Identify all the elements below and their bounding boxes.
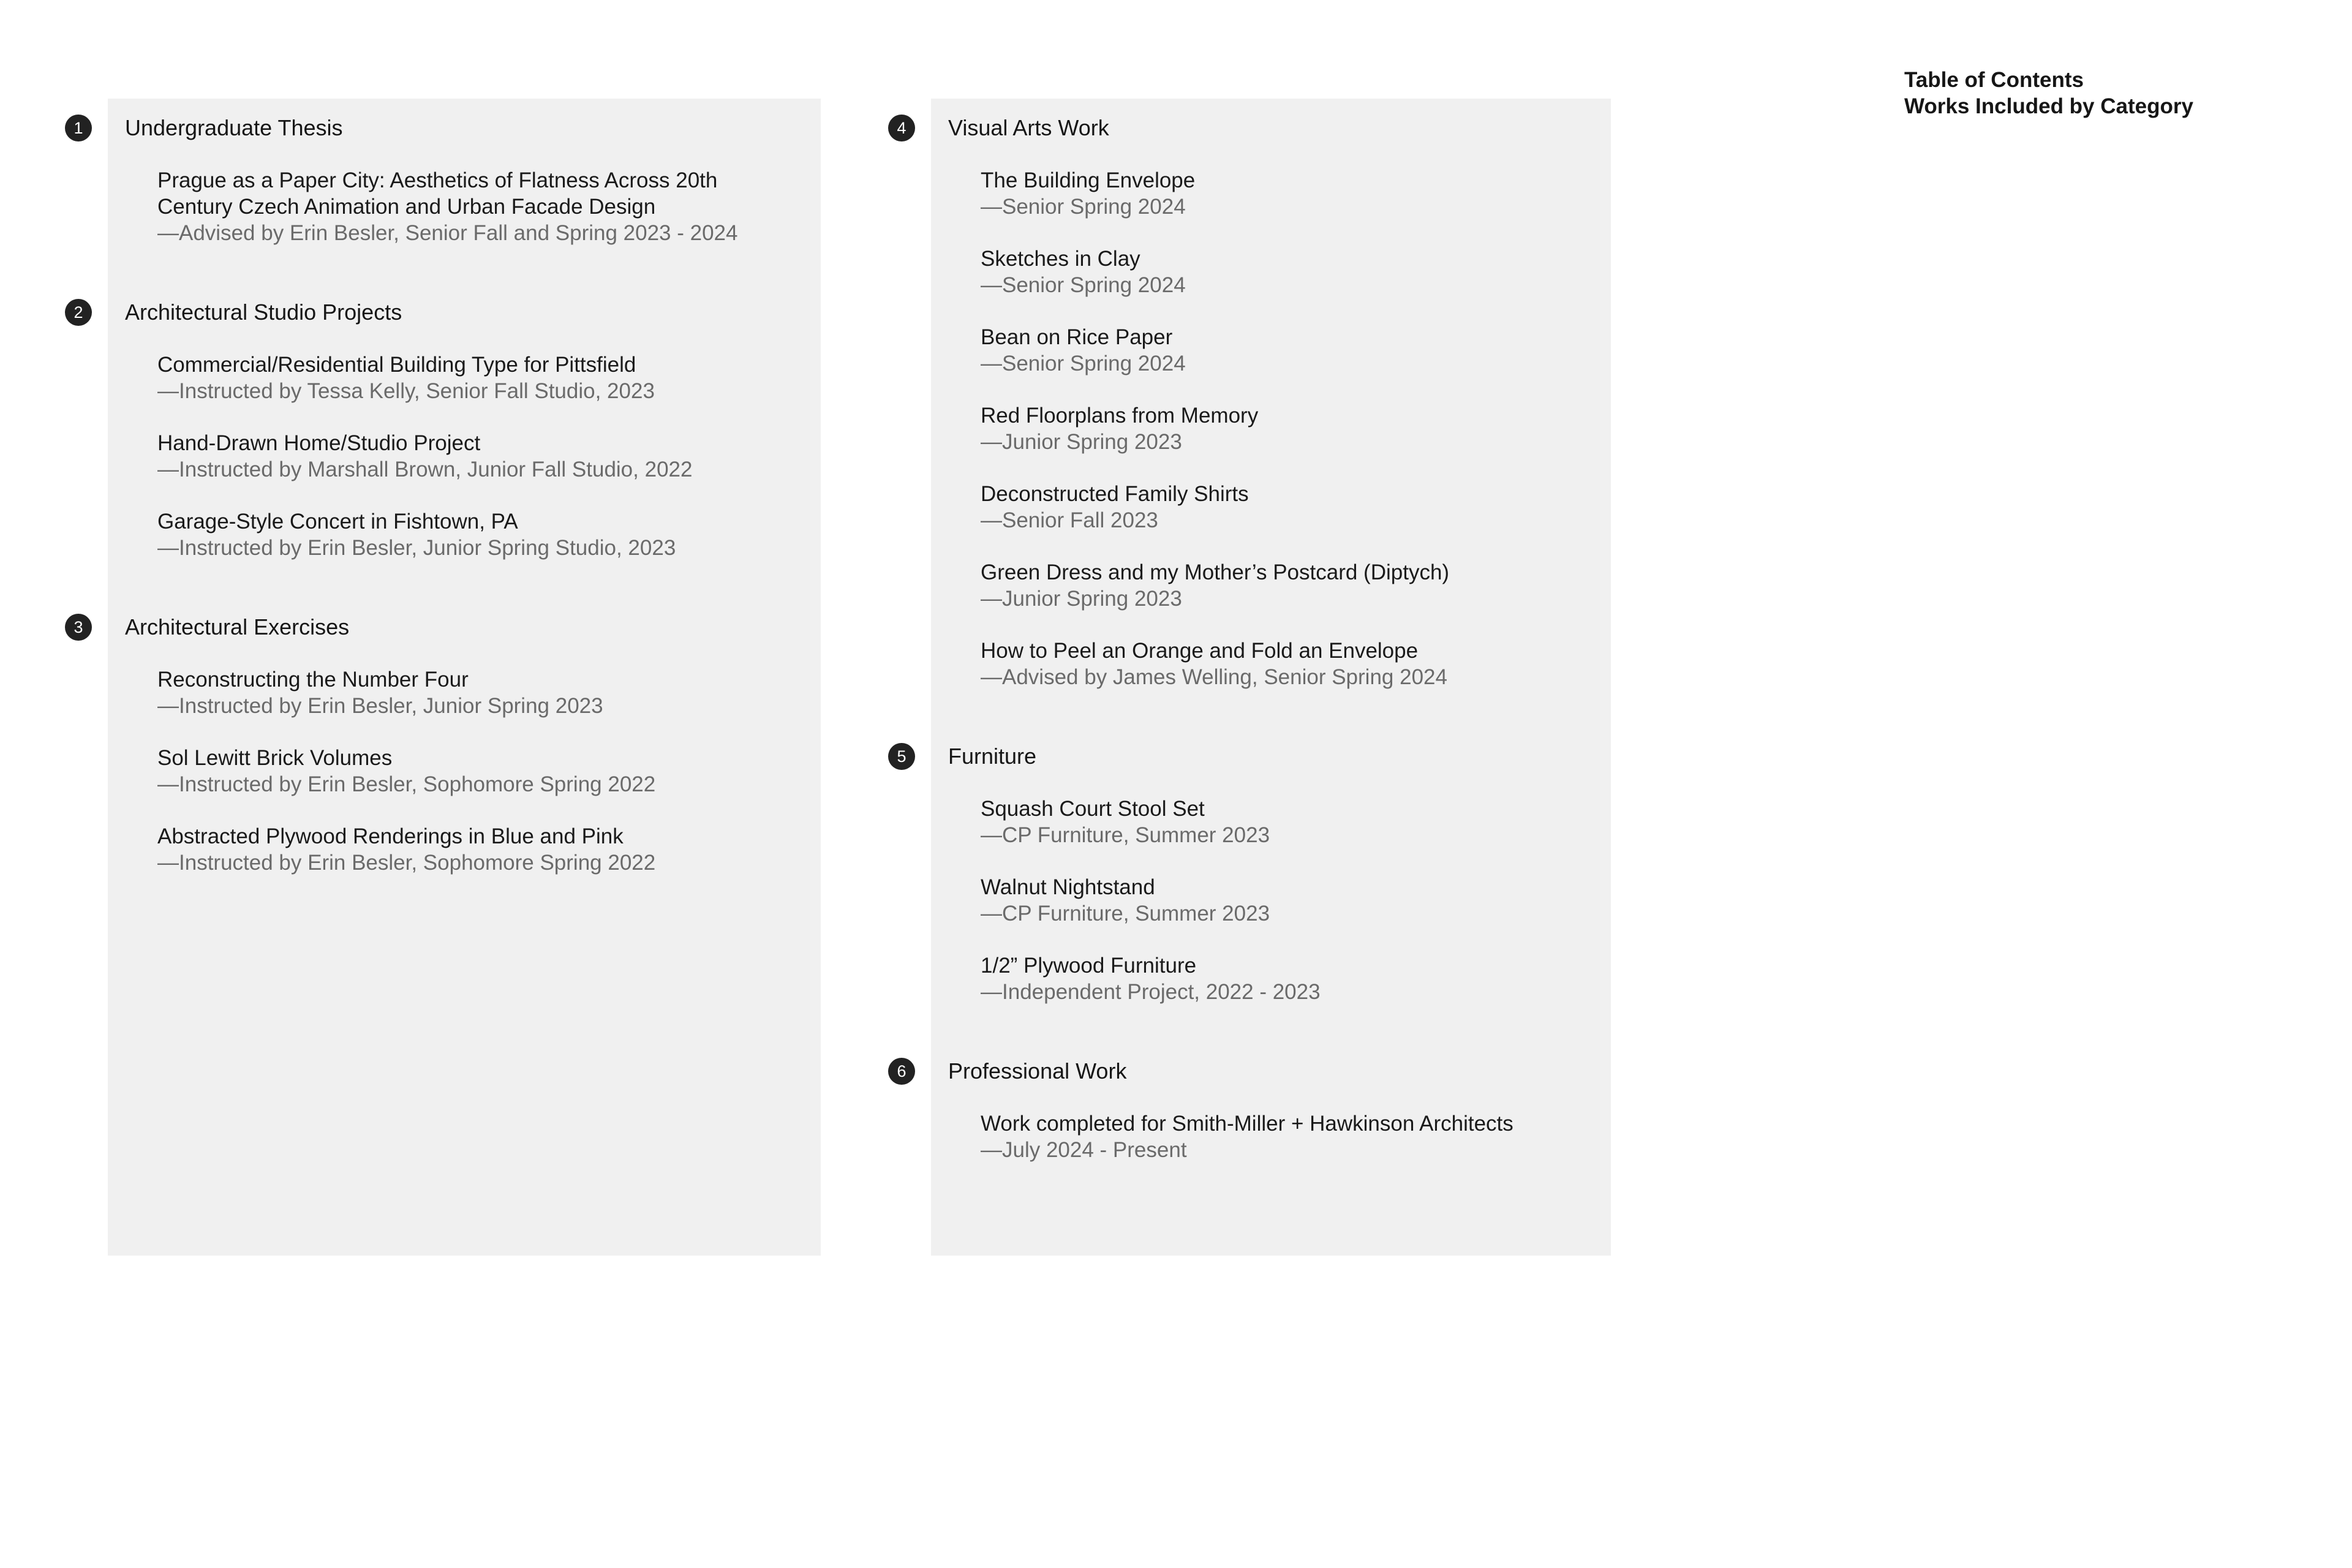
- list-item: [981, 481, 1617, 533]
- item-meta: —Senior Spring 2024: [981, 273, 1186, 297]
- toc-heading: [1904, 67, 2223, 119]
- section-title: Architectural Studio Projects: [125, 300, 402, 325]
- section-number-badge: 3: [65, 614, 92, 641]
- list-item: [981, 796, 1617, 848]
- section-visual-arts-work: [888, 115, 1617, 690]
- item-meta: —Instructed by Erin Besler, Junior Spring Studio, 2023: [157, 536, 676, 560]
- section-title: Architectural Exercises: [125, 614, 350, 639]
- right-column: [888, 115, 1617, 1163]
- item-title: Hand-Drawn Home/Studio Project: [157, 431, 481, 455]
- list-item: [981, 246, 1617, 298]
- item-meta: —July 2024 - Present: [981, 1138, 1187, 1162]
- list-item: [981, 638, 1617, 690]
- list-item: [981, 874, 1617, 927]
- item-meta: —Advised by Erin Besler, Senior Fall and Spring 2023 - 2024: [157, 221, 738, 245]
- item-meta: —Senior Fall 2023: [981, 508, 1158, 532]
- item-title: How to Peel an Orange and Fold an Envelope: [981, 639, 1419, 663]
- item-meta: —Junior Spring 2023: [981, 587, 1182, 611]
- section-header: [65, 299, 812, 326]
- item-title: Commercial/Residential Building Type for Pittsfield: [157, 353, 636, 377]
- section-professional-work: [888, 1058, 1617, 1163]
- list-item: [157, 666, 812, 719]
- section-header: [888, 743, 1617, 770]
- section-items: [888, 796, 1617, 1005]
- section-architectural-exercises: [65, 614, 812, 876]
- item-meta: —Instructed by Marshall Brown, Junior Fall Studio, 2022: [157, 458, 693, 481]
- section-header: [888, 1058, 1617, 1085]
- section-items: [888, 167, 1617, 690]
- section-title: Undergraduate Thesis: [125, 115, 343, 140]
- item-title: Prague as a Paper City: Aesthetics of Flatness Across 20th Century Czech Animation and Urban Facade Design: [157, 168, 718, 219]
- item-title: The Building Envelope: [981, 168, 1196, 192]
- item-meta: —Independent Project, 2022 - 2023: [981, 980, 1321, 1004]
- item-meta: —Senior Spring 2024: [981, 352, 1186, 375]
- section-items: [65, 167, 812, 246]
- list-item: [157, 745, 812, 797]
- item-title: Work completed for Smith-Miller + Hawkinson Architects: [981, 1112, 1513, 1136]
- section-furniture: [888, 743, 1617, 1005]
- list-item: [981, 167, 1617, 220]
- section-number-badge: 6: [888, 1058, 915, 1085]
- list-item: [157, 430, 812, 483]
- item-title: Garage-Style Concert in Fishtown, PA: [157, 510, 518, 533]
- section-items: [65, 666, 812, 876]
- item-meta: —Advised by James Welling, Senior Spring 2024: [981, 665, 1447, 689]
- item-meta: —Instructed by Erin Besler, Sophomore Spring 2022: [157, 772, 656, 796]
- section-title: Professional Work: [948, 1058, 1127, 1084]
- item-meta: —CP Furniture, Summer 2023: [981, 902, 1270, 925]
- item-title: Walnut Nightstand: [981, 875, 1155, 899]
- item-title: Squash Court Stool Set: [981, 797, 1205, 821]
- section-items: [888, 1110, 1617, 1163]
- section-header: [888, 115, 1617, 141]
- item-title: Abstracted Plywood Renderings in Blue and Pink: [157, 824, 624, 848]
- list-item: [157, 167, 812, 246]
- list-item: [157, 508, 812, 561]
- section-undergraduate-thesis: [65, 115, 812, 246]
- item-title: Sketches in Clay: [981, 247, 1140, 271]
- item-meta: —Junior Spring 2023: [981, 430, 1182, 454]
- item-meta: —Instructed by Erin Besler, Sophomore Spring 2022: [157, 851, 656, 875]
- section-number-badge: 2: [65, 299, 92, 326]
- item-meta: —CP Furniture, Summer 2023: [981, 823, 1270, 847]
- toc-title: Table of Contents: [1904, 68, 2084, 92]
- section-architectural-studio-projects: [65, 299, 812, 561]
- item-title: Green Dress and my Mother’s Postcard (Diptych): [981, 560, 1450, 584]
- left-column: [65, 115, 812, 876]
- list-item: [981, 1110, 1617, 1163]
- section-header: [65, 115, 812, 141]
- item-title: Bean on Rice Paper: [981, 325, 1173, 349]
- section-header: [65, 614, 812, 641]
- item-meta: —Instructed by Erin Besler, Junior Spring 2023: [157, 694, 603, 718]
- item-meta: —Instructed by Tessa Kelly, Senior Fall Studio, 2023: [157, 379, 655, 403]
- list-item: [981, 402, 1617, 455]
- toc-subtitle: Works Included by Category: [1904, 94, 2193, 118]
- list-item: [981, 324, 1617, 377]
- item-meta: —Senior Spring 2024: [981, 195, 1186, 219]
- list-item: [157, 823, 812, 876]
- item-title: 1/2” Plywood Furniture: [981, 954, 1197, 978]
- section-number-badge: 1: [65, 115, 92, 141]
- list-item: [157, 352, 812, 404]
- list-item: [981, 559, 1617, 612]
- section-title: Visual Arts Work: [948, 115, 1109, 140]
- item-title: Deconstructed Family Shirts: [981, 482, 1249, 506]
- item-title: Sol Lewitt Brick Volumes: [157, 746, 393, 770]
- section-title: Furniture: [948, 744, 1037, 769]
- list-item: [981, 952, 1617, 1005]
- section-items: [65, 352, 812, 561]
- item-title: Reconstructing the Number Four: [157, 668, 469, 692]
- item-title: Red Floorplans from Memory: [981, 404, 1259, 428]
- section-number-badge: 4: [888, 115, 915, 141]
- section-number-badge: 5: [888, 743, 915, 770]
